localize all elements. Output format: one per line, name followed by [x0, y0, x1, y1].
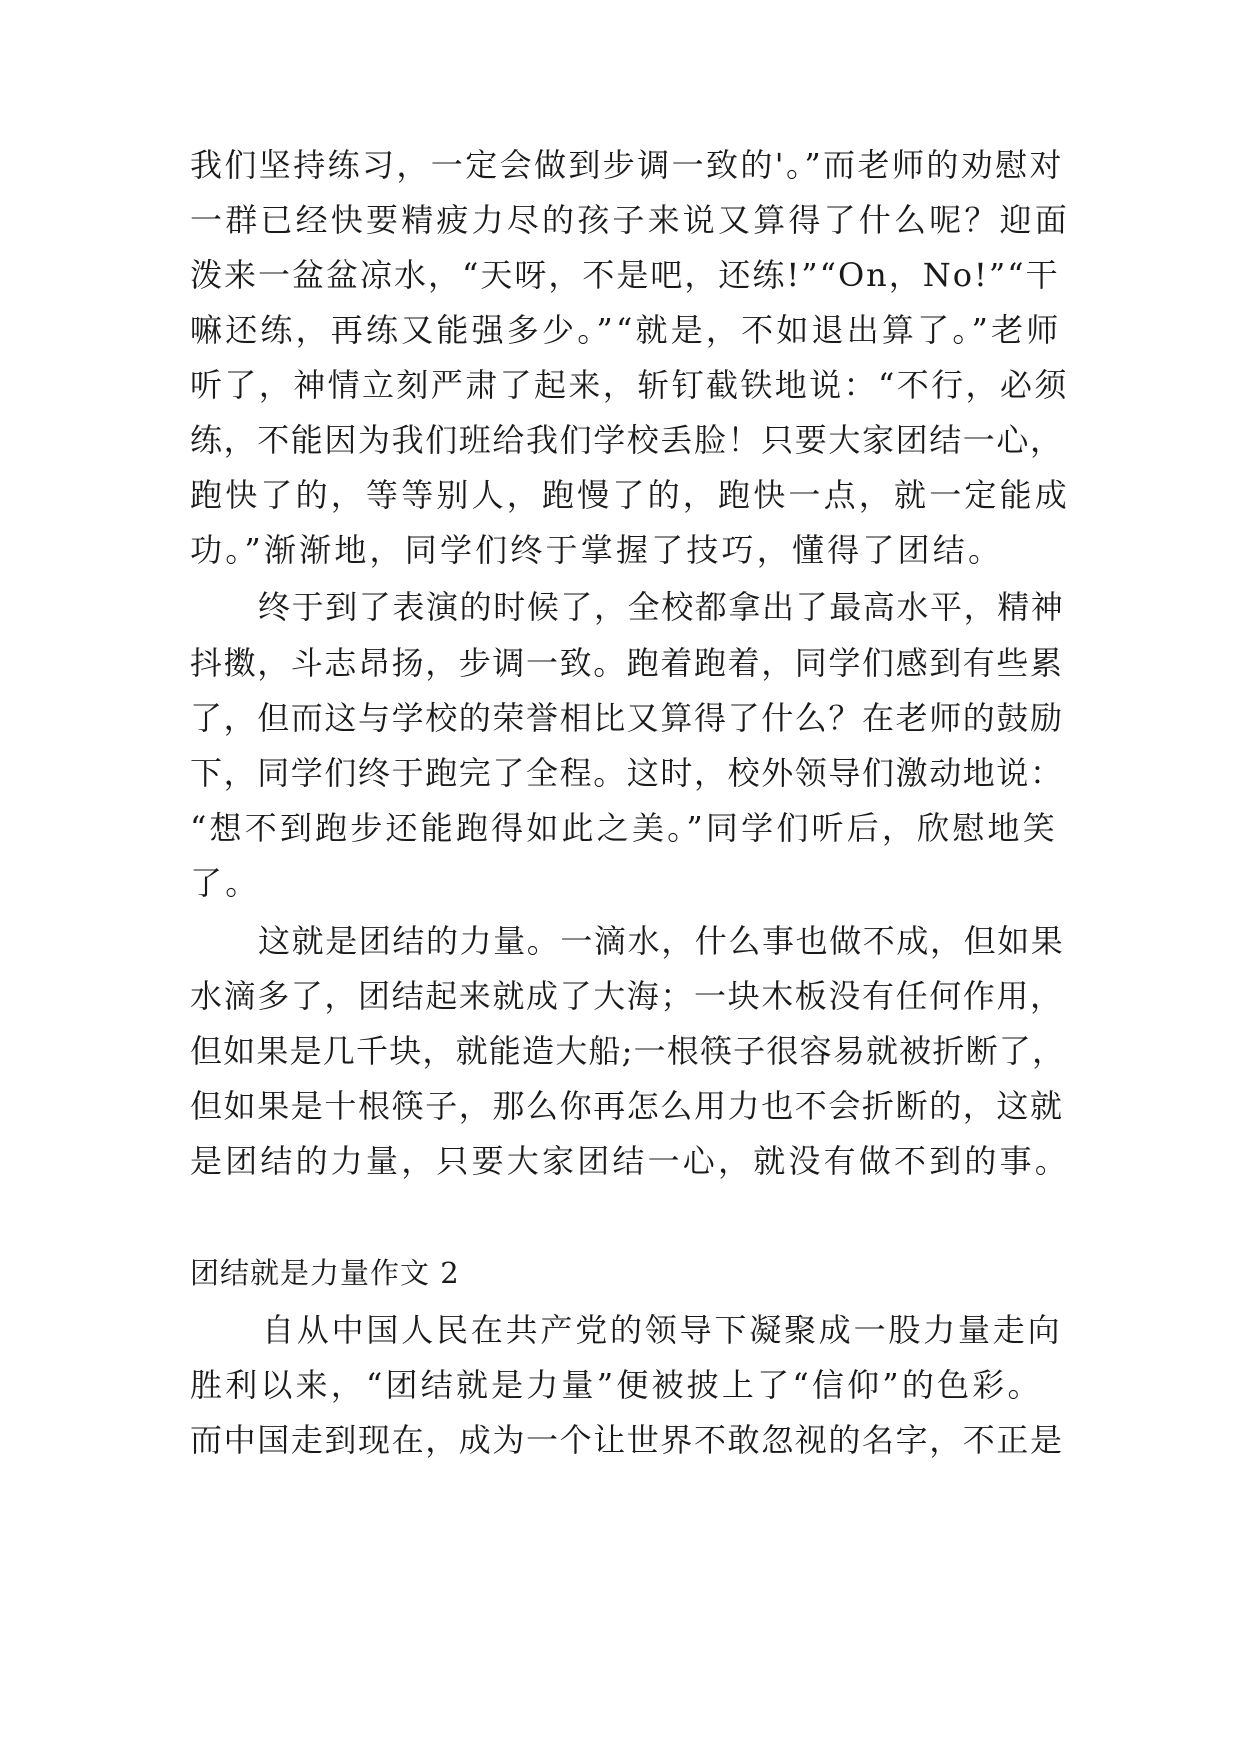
- paragraph-line: 嘛还练，再练又能强多少。”“就是，不如退出算了。”老师: [190, 311, 1062, 349]
- paragraph-line: 胜利以来，“团结就是力量”便被披上了“信仰”的色彩。: [190, 1366, 1043, 1404]
- paragraph-line: 但如果是几千块，就能造大船;一根筷子很容易就被折断了，: [190, 1032, 1066, 1070]
- paragraph-line: 但如果是十根筷子，那么你再怎么用力也不会折断的，这就: [190, 1087, 1064, 1125]
- paragraph-line: 这就是团结的力量。一滴水，什么事也做不成，但如果: [258, 922, 1065, 960]
- paragraph-line: 下，同学们终于跑完了全程。这时，校外领导们激动地说：: [190, 754, 1064, 792]
- essay-title: 团结就是力量作文 2: [190, 1256, 460, 1290]
- paragraph-line: 跑快了的，等等别人，跑慢了的，跑快一点，就一定能成: [190, 476, 1071, 514]
- paragraph-line: 泼来一盆盆凉水，“天呀，不是吧，还练!”“On，No!”“干: [190, 256, 1060, 294]
- paragraph-line: 自从中国人民在共产党的领导下凝聚成一股力量走向: [262, 1311, 1063, 1349]
- paragraph-line: 了。: [190, 864, 261, 902]
- paragraph-line: 功。”渐渐地，同学们终于掌握了技巧，懂得了团结。: [190, 531, 1004, 569]
- paragraph-line: 一群已经快要精疲力尽的孩子来说又算得了什么呢？迎面: [190, 201, 1071, 239]
- paragraph-line: 终于到了表演的时候了，全校都拿出了最高水平，精神: [258, 588, 1065, 626]
- paragraph-line: 练，不能因为我们班给我们学校丢脸！只要大家团结一心，: [190, 421, 1064, 459]
- paragraph-line: 水滴多了，团结起来就成了大海；一块木板没有任何作用，: [190, 977, 1064, 1015]
- paragraph-line: “想不到跑步还能跑得如此之美。”同学们听后，欣慰地笑: [190, 809, 1058, 847]
- paragraph-line: 我们坚持练习，一定会做到步调一致的'。”而老师的劝慰对: [190, 146, 1064, 184]
- paragraph-line: 是团结的力量，只要大家团结一心，就没有做不到的事。: [190, 1142, 1071, 1180]
- paragraph-line: 抖擞，斗志昂扬，步调一致。跑着跑着，同学们感到有些累: [190, 644, 1064, 682]
- paragraph-line: 了，但而这与学校的荣誉相比又算得了什么？在老师的鼓励: [190, 699, 1064, 737]
- paragraph-line: 听了，神情立刻严肃了起来，斩钉截铁地说：“不行，必须: [190, 366, 1069, 404]
- paragraph-line: 而中国走到现在，成为一个让世界不敢忽视的名字，不正是: [190, 1421, 1064, 1459]
